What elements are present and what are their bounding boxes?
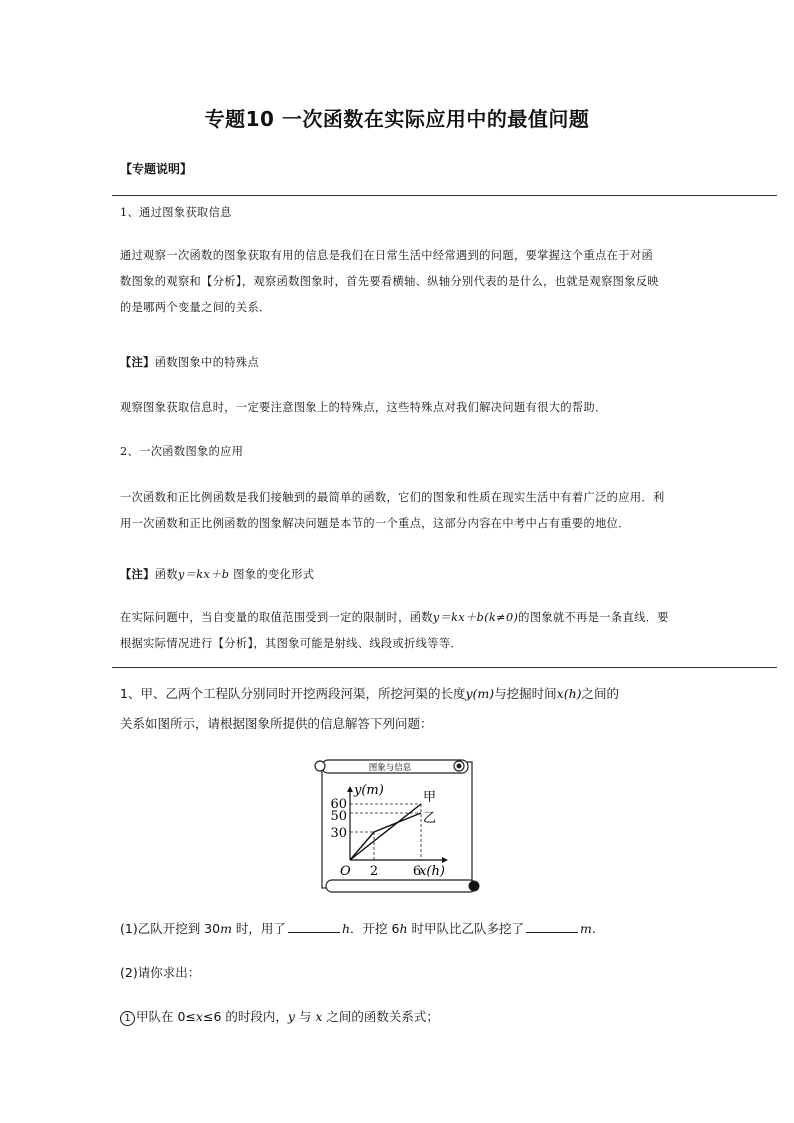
text-run: 在实际问题中，当自变量的取值范围受到一定的限制时，函数 xyxy=(120,611,433,624)
answer-blank-1[interactable] xyxy=(288,920,340,933)
text-run: 之间的 xyxy=(581,686,620,701)
variable: y xyxy=(287,1009,295,1024)
intro-heading-1: 1、通过图象获取信息 xyxy=(120,206,232,219)
note-tag: 【注】 xyxy=(120,356,155,369)
circled-number: 1 xyxy=(120,1011,135,1026)
x-tick-6: 6 xyxy=(412,864,422,879)
sub-question-1 xyxy=(120,914,770,944)
paragraph-line: 的是哪两个变量之间的关系． xyxy=(120,301,271,314)
x-axis-label: x(h) xyxy=(419,864,445,879)
note-text: 函数图象中的特殊点 xyxy=(154,356,260,369)
page-title: 专题10 一次函数在实际应用中的最值问题 xyxy=(204,107,590,131)
intro-paragraph-1 xyxy=(120,243,770,321)
text-run: (1)乙队开挖到 30 xyxy=(120,921,221,936)
paragraph-line: 用一次函数和正比例函数的图象解决问题是本节的一个重点，这部分内容在中考中占有重要的地位． xyxy=(120,517,630,530)
answer-blank-2[interactable] xyxy=(526,920,578,933)
unit: h xyxy=(341,921,350,936)
paragraph-line: 根据实际情况进行【分析】，其图象可能是射线、线段或折线等等． xyxy=(120,637,463,650)
y-tick-60: 60 xyxy=(330,797,347,812)
section-label: 【专题说明】 xyxy=(120,162,193,176)
scroll-curl-dot xyxy=(457,764,462,769)
scroll-curl-bottom xyxy=(469,881,479,891)
origin-label: O xyxy=(340,864,351,879)
paragraph-line: 一次函数和正比例函数是我们接触到的最简单的函数，它们的图象和性质在现实生活中有着广泛的应用．利 xyxy=(120,491,665,504)
text-run: ．开挖 6 xyxy=(350,921,400,936)
question-stem xyxy=(120,679,770,739)
unit: m xyxy=(220,921,232,936)
text-run: 与挖掘时间 xyxy=(494,686,557,701)
banner-title: 图象与信息 xyxy=(368,763,412,773)
intro-paragraph-3 xyxy=(120,485,770,537)
line-yi-label: 乙 xyxy=(423,811,437,826)
unit: m xyxy=(579,921,592,936)
scroll-bottom-roll xyxy=(326,880,476,892)
x-tick-2: 2 xyxy=(369,864,379,879)
intro-paragraph-2: 观察图象获取信息时，一定要注意图象上的特殊点，这些特殊点对我们解决问题有很大的帮助． xyxy=(120,401,607,414)
graph-figure xyxy=(312,756,482,899)
text-run: 之间的函数关系式； xyxy=(322,1009,439,1024)
variable: x xyxy=(315,1009,323,1024)
text-run: 1、甲、乙两个工程队分别同时开挖两段河渠，所挖河渠的长度 xyxy=(120,686,466,701)
bottom-divider xyxy=(112,667,777,668)
y-tick-30: 30 xyxy=(330,826,347,841)
top-divider xyxy=(112,195,777,196)
question-line: 关系如图所示，请根据图象所提供的信息解答下列问题： xyxy=(120,716,433,731)
formula: y＝kx＋b(k≠0) xyxy=(432,611,519,624)
formula: y＝kx＋b xyxy=(177,568,230,581)
question-line xyxy=(120,679,770,709)
text-run: 的图象就不再是一条直线．要 xyxy=(518,611,669,624)
sub-question-2: (2)请你求出： xyxy=(120,965,201,980)
note-2 xyxy=(120,562,770,588)
variable: x xyxy=(195,1009,203,1024)
note-tag: 【注】 xyxy=(120,568,155,581)
text-run: 与 xyxy=(294,1009,316,1024)
intro-heading-2: 2、一次函数图象的应用 xyxy=(120,445,244,458)
text-run: 时甲队比乙队多挖了 xyxy=(407,921,524,936)
note-1 xyxy=(120,350,770,376)
note-text: 图象的变化形式 xyxy=(229,568,315,581)
line-jia-label: 甲 xyxy=(423,790,437,805)
scroll-curl-left xyxy=(315,761,325,771)
note-text: 函数 xyxy=(154,568,178,581)
unit: h xyxy=(399,921,408,936)
text-run: . xyxy=(591,921,596,936)
paragraph-line: 数图象的观察和【分析】，观察函数图象时，首先要看横轴、纵轴分别代表的是什么，也就是观察图象反映 xyxy=(120,275,660,288)
y-axis-label: y(m) xyxy=(354,783,384,798)
text-run: 时，用了 xyxy=(231,921,286,936)
paragraph-line: 通过观察一次函数的图象获取有用的信息是我们在日常生活中经常遇到的问题，要掌握这个重点在于对函 xyxy=(120,249,654,262)
variable: y(m) xyxy=(465,686,495,701)
graph-svg xyxy=(312,756,482,899)
y-tick-50: 50 xyxy=(330,809,347,824)
variable: x(h) xyxy=(556,686,582,701)
sub-question-3 xyxy=(120,1002,770,1032)
paragraph-line xyxy=(120,605,770,631)
intro-paragraph-4 xyxy=(120,605,770,657)
text-run: 甲队在 0≤ xyxy=(136,1009,196,1024)
text-run: ≤6 的时段内， xyxy=(202,1009,288,1024)
